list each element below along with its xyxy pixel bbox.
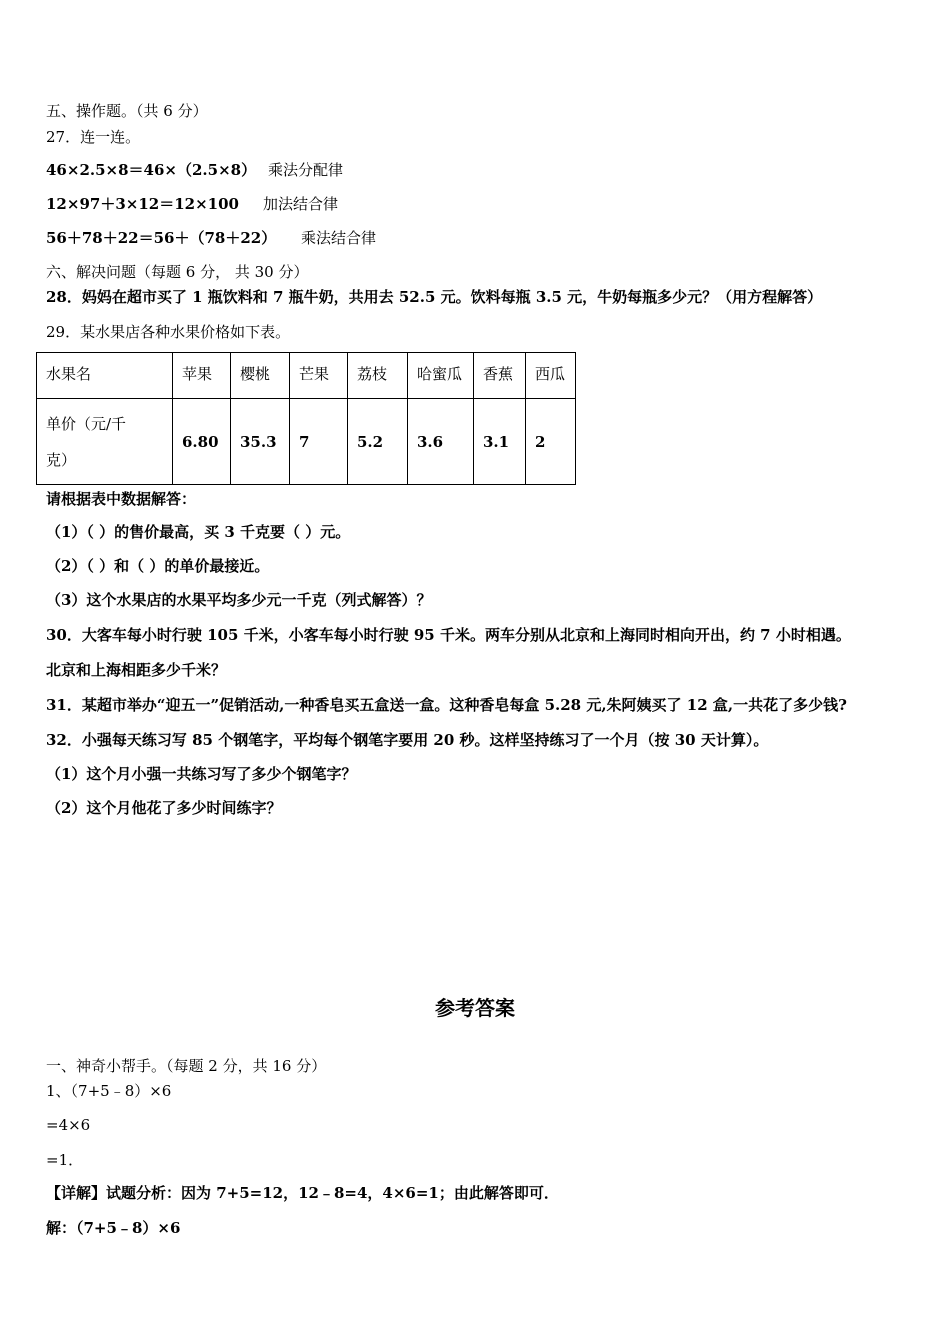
match-expr-1: 46×2.5×8＝46×（2.5×8） — [46, 161, 257, 179]
table-cell: 5.2 — [348, 399, 408, 485]
table-cell: 哈蜜瓜 — [408, 353, 474, 399]
table-cell: 香蕉 — [474, 353, 526, 399]
table-row — [37, 353, 576, 399]
table-cell: 35.3 — [231, 399, 290, 485]
table-cell: 樱桃 — [231, 353, 290, 399]
table-cell: 荔枝 — [348, 353, 408, 399]
q29-sub-3: （3）这个水果店的水果平均多少元一千克（列式解答）？ — [46, 591, 432, 609]
table-cell: 苹果 — [173, 353, 231, 399]
q29-sub-2: （2）（ ）和（ ）的单价最接近。 — [46, 557, 270, 575]
price-label-line-2: 克） — [46, 450, 77, 469]
answer1-line3: =1． — [46, 1151, 84, 1169]
answer1-detail: 【详解】试题分析：因为 7+5=12，12﹣8=4，4×6=1；由此解答即可． — [46, 1184, 559, 1202]
answer1-line1: 1、（7+5﹣8）×6 — [46, 1082, 172, 1100]
match-law-3: 乘法结合律 — [301, 229, 377, 247]
section6-heading: 六、解决问题（每题 6 分， 共 30 分） — [46, 263, 309, 281]
q31-text: 31．某超市举办“迎五一”促销活动,一种香皂买五盒送一盒。这种香皂每盒 5.28 元,朱阿姨买了 12 盒,一共花了多少钱? — [46, 696, 847, 714]
q28-text: 28．妈妈在超市买了 1 瓶饮料和 7 瓶牛奶，共用去 52.5 元。饮料每瓶 3.5 元，牛奶每瓶多少元？（用方程解答） — [46, 288, 823, 306]
q27-text: 27．连一连。 — [46, 128, 141, 146]
match-law-1: 乘法分配律 — [268, 161, 344, 179]
q30-text-a: 30．大客车每小时行驶 105 千米，小客车每小时行驶 95 千米。两车分别从北京和上海同时相向开出，约 7 小时相遇。 — [46, 626, 851, 644]
table-header-label: 水果名 — [37, 353, 173, 399]
match-law-2: 加法结合律 — [263, 195, 339, 213]
table-cell: 6.80 — [173, 399, 231, 485]
match-expr-2: 12×97＋3×12＝12×100 — [46, 195, 239, 213]
table-cell: 西瓜 — [526, 353, 576, 399]
answers-title: 参考答案 — [435, 996, 515, 1020]
match-expr-3: 56＋78＋22＝56＋（78＋22） — [46, 229, 277, 247]
section5-heading: 五、操作题。（共 6 分） — [46, 102, 208, 120]
table-cell: 7 — [290, 399, 348, 485]
q32-text: 32．小强每天练习写 85 个钢笔字，平均每个钢笔字要用 20 秒。这样坚持练习了一个月（按 30 天计算）。 — [46, 731, 769, 749]
table-row — [37, 399, 576, 485]
q32-sub-2: （2）这个月他花了多少时间练字？ — [46, 799, 282, 817]
table-cell: 2 — [526, 399, 576, 485]
q32-sub-1: （1）这个月小强一共练习写了多少个钢笔字？ — [46, 765, 357, 783]
answer1-solution: 解：（7+5﹣8）×6 — [46, 1219, 181, 1237]
fruit-price-table — [36, 352, 576, 485]
table-cell: 3.6 — [408, 399, 474, 485]
q29-intro: 请根据表中数据解答： — [46, 490, 197, 508]
table-cell: 3.1 — [474, 399, 526, 485]
q30-text-b: 北京和上海相距多少千米？ — [46, 661, 227, 679]
q29-sub-1: （1）（ ）的售价最高，买 3 千克要（ ）元。 — [46, 523, 351, 541]
table-price-label — [37, 399, 173, 485]
table-cell: 芒果 — [290, 353, 348, 399]
answers-section1-heading: 一、神奇小帮手。（每题 2 分，共 16 分） — [46, 1057, 327, 1075]
answer1-line2: =4×6 — [46, 1116, 91, 1134]
price-label-line-1: 单价（元/千 — [46, 414, 127, 433]
q29-text: 29．某水果店各种水果价格如下表。 — [46, 323, 291, 341]
